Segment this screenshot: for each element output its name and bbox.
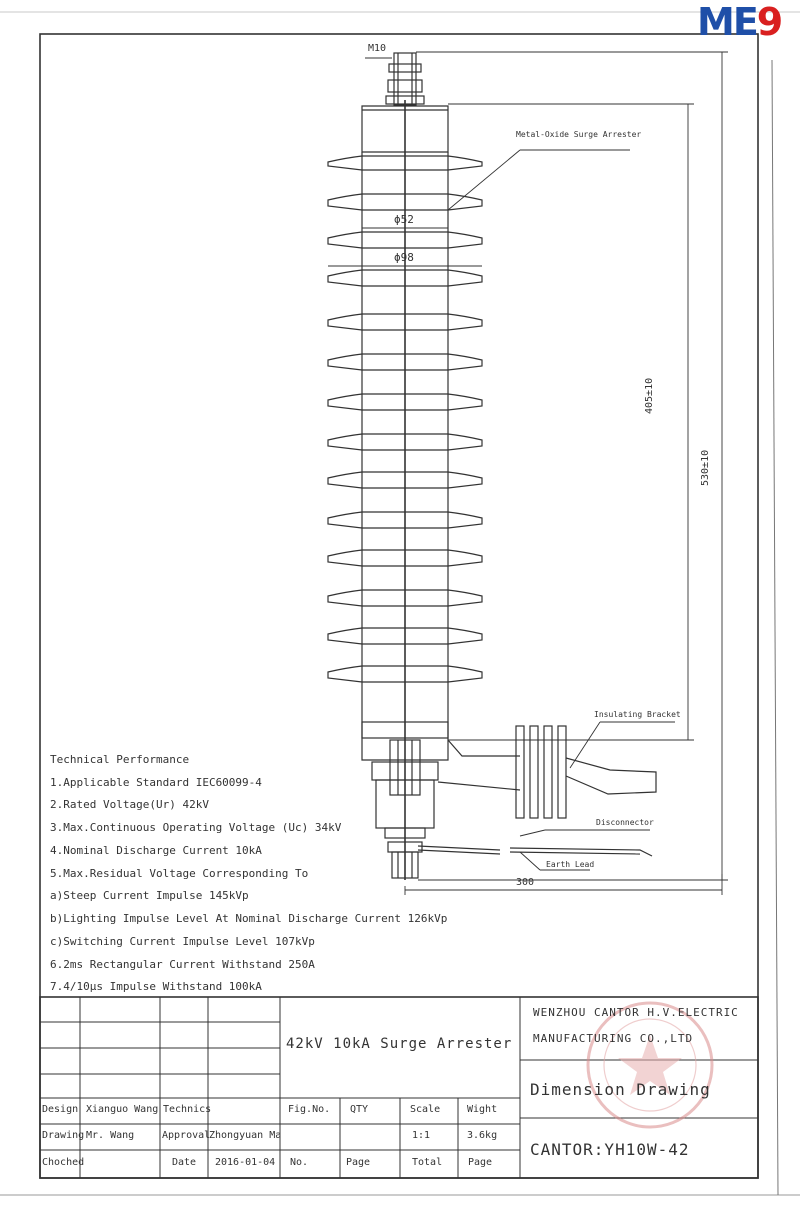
drawing-type: Dimension Drawing bbox=[530, 1080, 711, 1099]
total-label: Total bbox=[412, 1157, 443, 1168]
checked-label: Choched bbox=[42, 1157, 85, 1168]
model-number: CANTOR:YH10W-42 bbox=[530, 1140, 690, 1159]
earth-lead bbox=[418, 846, 652, 856]
company-stamp bbox=[588, 1003, 712, 1127]
scale-label: Scale bbox=[410, 1104, 441, 1115]
bolt-label: M10 bbox=[368, 43, 387, 54]
no-label: No. bbox=[290, 1157, 309, 1168]
company-line-2: MANUFACTURING CO.,LTD bbox=[533, 1032, 694, 1045]
tech-item: b)Lighting Impulse Level At Nominal Discharge Current 126kVp bbox=[50, 912, 448, 925]
approval-name: Zhongyuan Ma bbox=[209, 1130, 282, 1141]
date-value: 2016-01-04 bbox=[215, 1157, 276, 1168]
technical-heading: Technical Performance bbox=[50, 753, 190, 766]
tech-item: 5.Max.Residual Voltage Corresponding To bbox=[50, 867, 309, 880]
tech-item: a)Steep Current Impulse 145kVp bbox=[50, 889, 249, 902]
drawing-label: Drawing bbox=[42, 1130, 85, 1141]
technics-label: Technics bbox=[163, 1104, 212, 1115]
design-name: Xianguo Wang bbox=[86, 1104, 159, 1115]
product-title: 42kV 10kA Surge Arrester bbox=[286, 1036, 513, 1052]
bracket-label: Insulating Bracket bbox=[594, 710, 681, 719]
fig-no-label: Fig.No. bbox=[288, 1104, 331, 1115]
dimension-lines bbox=[328, 52, 728, 895]
date-label: Date bbox=[172, 1157, 197, 1168]
weight-label: Wight bbox=[467, 1104, 498, 1115]
disconnector-label: Disconnector bbox=[596, 818, 654, 827]
inner-diameter-label: ϕ52 bbox=[394, 213, 414, 226]
scale-value: 1:1 bbox=[412, 1130, 431, 1141]
weight-value: 3.6kg bbox=[467, 1130, 498, 1141]
tech-item: 6.2ms Rectangular Current Withstand 250A bbox=[50, 958, 315, 971]
tech-item: c)Switching Current Impulse Level 107kVp bbox=[50, 935, 315, 948]
tech-item: 7.4/10μs Impulse Withstand 100kA bbox=[50, 980, 262, 993]
page-label-2: Page bbox=[468, 1157, 493, 1168]
arrester-body bbox=[362, 53, 448, 880]
earth-lead-label: Earth Lead bbox=[546, 860, 595, 869]
page-label: Page bbox=[346, 1157, 371, 1168]
design-label: Design bbox=[42, 1104, 79, 1115]
width-label: 300 bbox=[516, 877, 535, 888]
total-height-label: 530±10 bbox=[700, 449, 711, 486]
insulator-height-label: 405±10 bbox=[644, 377, 655, 414]
tech-item: 2.Rated Voltage(Ur) 42kV bbox=[50, 798, 209, 811]
arrester-label: Metal-Oxide Surge Arrester bbox=[516, 130, 642, 139]
tech-item: 1.Applicable Standard IEC60099-4 bbox=[50, 776, 262, 789]
tech-item: 3.Max.Continuous Operating Voltage (Uc) 34kV bbox=[50, 821, 342, 834]
me9-logo: ME9 bbox=[697, 0, 782, 44]
tech-item: 4.Nominal Discharge Current 10kA bbox=[50, 844, 262, 857]
qty-label: QTY bbox=[350, 1104, 369, 1115]
approval-label: Approval bbox=[162, 1130, 211, 1141]
outer-diameter-label: ϕ98 bbox=[394, 251, 414, 264]
drawing-name: Mr. Wang bbox=[86, 1130, 135, 1141]
company-line-1: WENZHOU CANTOR H.V.ELECTRIC bbox=[533, 1006, 739, 1019]
